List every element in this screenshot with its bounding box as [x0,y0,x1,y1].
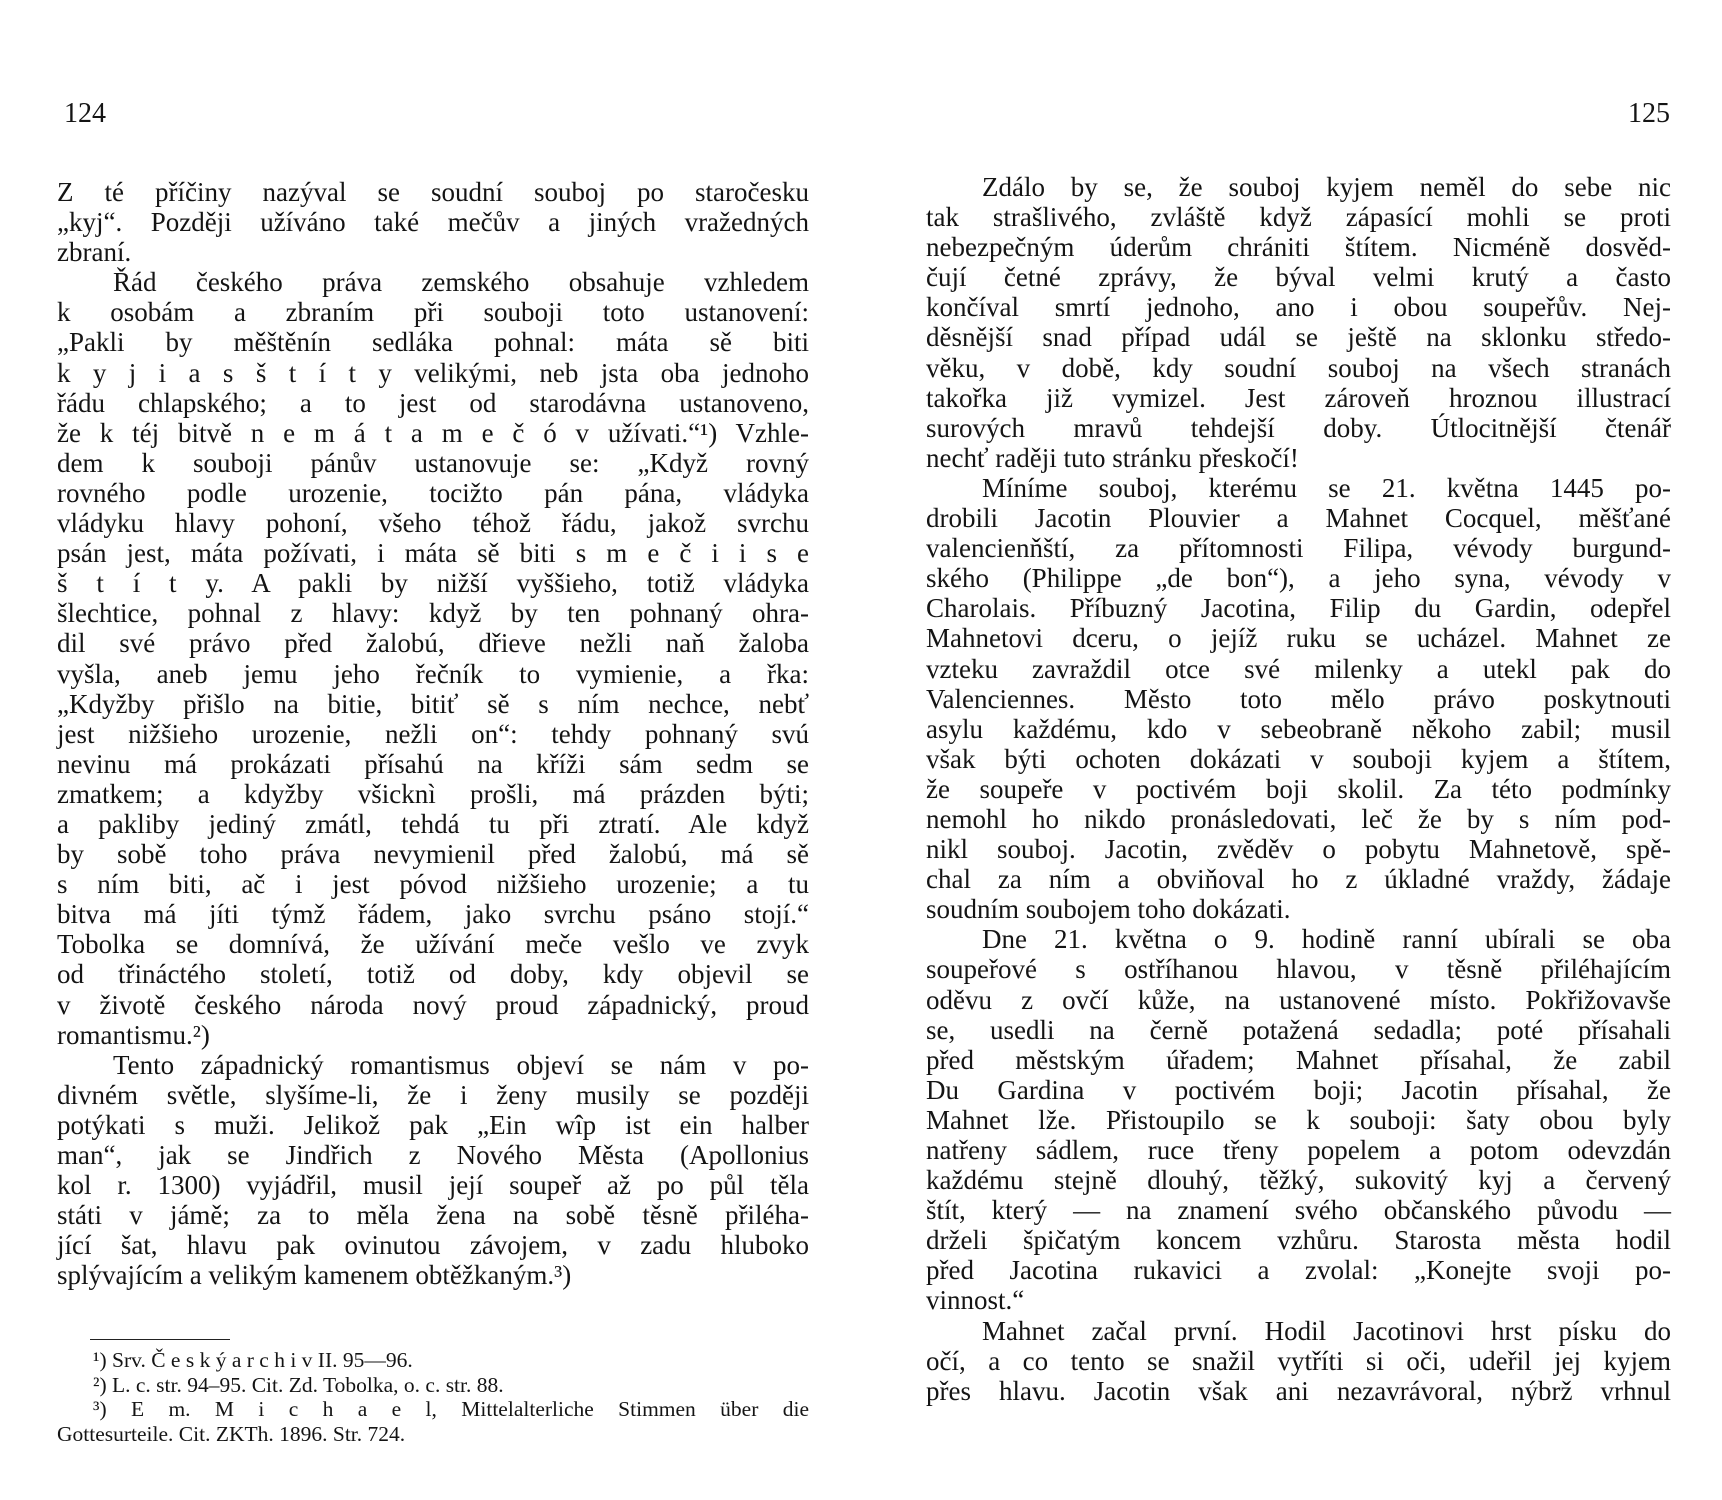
text-line: Tento západnický romantismus objeví se nám v po- [113,1049,809,1080]
text-line: vyšla, aneb jemu jeho řečník to vymienie, a řka: [57,658,809,689]
text-line: bitva má jíti týmž řádem, jako svrchu psáno stojí.“ [57,899,809,930]
footnote-rule [90,1339,230,1340]
text-line: v životě českého národa nový proud západnický, proud [57,989,809,1020]
text-line: před Jacotina rukavici a zvolal: „Konejte svoji po- [926,1255,1671,1286]
text-line: jící šat, hlavu pak ovinutou závojem, v zadu hluboko [57,1230,809,1261]
text-line: každému stejně dlouhý, těžký, sukovitý kyj a červený [926,1165,1671,1196]
text-line: „Kdyžby přišlo na bitie, bitiť sě s ním nechce, nebť [57,688,809,719]
text-line: šlechtice, pohnal z hlavy: když by ten pohnaný ohra- [57,598,809,629]
text-line: rovného podle urozenie, tocižto pán pána, vládyka [57,477,809,508]
page-number-right: 125 [1628,98,1670,129]
text-line: splývajícím a velikým kamenem obtěžkaným.³) [57,1260,572,1291]
text-line: tak strašlivého, zvláště když zápasící mohli se proti [926,202,1671,233]
text-line: takořka již vymizel. Jest zároveň hroznou illustrací [926,382,1671,413]
text-line: zbraní. [57,237,132,268]
text-line: dil své právo před žalobú, dřieve nežli naň žaloba [57,628,809,659]
footnote: Gottesurteile. Cit. ZKTh. 1896. Str. 724. [57,1421,406,1446]
text-line: natřeny sádlem, ruce třeny popelem a potom odevzdán [926,1135,1671,1165]
text-line: Zdálo by se, že souboj kyjem neměl do sebe nic [982,172,1671,202]
text-line: k y j i a s š t í t y velikými, neb jsta oba jednoho [57,357,809,388]
text-line: dem k souboji pánův ustanovuje se: „Když rovný [57,447,809,478]
text-line: „kyj“. Později užíváno také mečův a jiných vražedných [57,207,809,238]
text-line: valencienňští, za přítomnosti Filipa, vévody burgund- [926,533,1671,564]
footnotes [57,1348,809,1446]
text-line: však býti ochoten dokázati v souboji kyjem a štítem, [926,743,1671,774]
right-page-text [926,172,1671,1406]
text-line: končíval smrtí jednoho, ano i obou soupeřův. Nej- [926,292,1671,323]
text-line: Mahnetovi dceru, o jejíž ruku se ucházel. Mahnet ze [926,623,1671,654]
footnote: ²) L. c. str. 94–95. Cit. Zd. Tobolka, o. c. str. 88. [93,1372,504,1397]
text-line: Du Gardina v poctivém boji; Jacotin přísahal, že [926,1074,1671,1105]
text-line: drželi špičatým koncem vzhůru. Starosta města hodil [926,1225,1671,1256]
text-line: asylu každému, kdo v sebeobraně někoho zabil; musil [926,713,1671,744]
text-line: věku, v době, kdy soudní souboj na všech stranách [926,352,1671,383]
text-line: děsnější snad případ udál se ještě na sklonku středo- [926,322,1671,353]
text-line: Z té příčiny nazýval se soudní souboj po staročesku [57,177,809,207]
text-line: nebezpečným úderům chrániti štítem. Nicméně dosvěd- [926,232,1671,263]
text-line: ského (Philippe „de bon“), a jeho syna, vévody v [926,563,1671,594]
text-line: vládyku hlavy pohoní, všeho téhož řádu, jakož svrchu [57,508,809,539]
text-line: přes hlavu. Jacotin však ani nezavrávoral, nýbrž vrhnul [926,1375,1671,1406]
text-line: chal za ním a obviňoval ho z úkladné vraždy, žádaje [926,864,1671,895]
text-line: Charolais. Příbuzný Jacotina, Filip du Gardin, odepřel [926,593,1671,624]
text-line: oděvu z ovčí kůže, na ustanovené místo. Pokřižovavše [926,984,1671,1015]
text-line: od třináctého století, totiž od doby, kdy objevil se [57,959,809,990]
footnote: ¹) Srv. Č e s k ý a r c h i v II. 95—96. [93,1348,413,1372]
text-line: a pakliby jediný zmátl, tehdá tu při ztratí. Ale když [57,808,809,839]
page-number-left: 124 [64,98,106,129]
text-line: soudním soubojem toho dokázati. [926,894,1291,925]
text-line: že soupeře v poctivém boji skolil. Za této podmínky [926,773,1671,804]
text-line: š t í t y. A pakli by nižší vyššieho, totiž vládyka [57,568,809,599]
text-line: potýkati s muži. Jelikož pak „Ein wîp ist ein halber [57,1109,809,1140]
text-line: před městským úřadem; Mahnet přísahal, že zabil [926,1044,1671,1075]
text-line: divném světle, slyšíme-li, že i ženy musily se později [57,1079,809,1110]
text-line: Řád českého práva zemského obsahuje vzhledem [113,267,809,298]
text-line: soupeřové s ostříhanou hlavou, v těsně přiléhajícím [926,954,1671,985]
text-line: man“, jak se Jindřich z Nového Města (Apollonius [57,1140,809,1170]
text-line: nechť raději tuto stránku přeskočí! [926,442,1299,473]
text-line: by sobě toho práva nevymienil před žalobú, má sě [57,839,809,870]
text-line: nevinu má prokázati přísahú na kříži sám sedm se [57,748,809,779]
text-line: Valenciennes. Město toto mělo právo poskytnouti [926,683,1671,714]
text-line: Dne 21. května o 9. hodině ranní ubírali se oba [982,924,1671,955]
footnote: ³) E m. M i c h a e l, Mittelalterliche Stimmen über die [93,1397,809,1421]
text-line: jest nižšieho urozenie, nežli on“: tehdy pohnaný svú [57,718,809,749]
text-line: nikl souboj. Jacotin, zvěděv o pobytu Mahnetově, spě- [926,834,1671,865]
text-line: drobili Jacotin Plouvier a Mahnet Cocquel, měšťané [926,503,1671,534]
text-line: vzteku zavraždil otce své milenky a utekl pak do [926,653,1671,684]
text-line: zmatkem; a kdyžby všicknì prošli, má prázden býti; [57,778,809,809]
text-line: Tobolka se domnívá, že užívání meče vešlo ve zvyk [57,929,809,960]
text-line: nemohl ho nikdo pronásledovati, leč že by s ním pod- [926,803,1671,834]
text-line: k osobám a zbraním při souboji toto ustanovení: [57,297,809,328]
text-line: Míníme souboj, kterému se 21. května 1445 po- [982,472,1671,503]
text-line: se, usedli na černě potažená sedadla; poté přísahali [926,1014,1671,1045]
text-line: řádu chlapského; a to jest od starodávna ustanoveno, [57,387,809,418]
text-line: surových mravů tehdejší doby. Útlocitnější čtenář [926,412,1671,443]
text-line: štít, který — na znamení svého občanského původu — [926,1195,1671,1226]
text-line: „Pakli by měštěnín sedláka pohnal: máta sě biti [57,327,809,358]
text-line: Mahnet lže. Přistoupilo se k souboji: šaty obou byly [926,1104,1671,1135]
text-line: státi v jámě; za to měla žena na sobě těsně přiléha- [57,1200,809,1231]
text-line: psán jest, máta požívati, i máta sě biti s m e č i i s e [57,538,809,569]
text-line: očí, a co tento se snažil vytříti si oči, udeřil jej kyjem [926,1345,1671,1376]
text-line: kol r. 1300) vyjádřil, musil její soupeř až po půl těla [57,1170,809,1201]
text-line: romantismu.²) [57,1019,210,1050]
text-line: Mahnet začal první. Hodil Jacotinovi hrst písku do [982,1315,1671,1346]
left-page-text [57,177,809,1290]
text-line: vinnost.“ [926,1285,1025,1316]
right-page [861,0,1722,1500]
text-line: že k téj bitvě n e m á t a m e č ó v užívati.“¹) Vzhle- [57,417,809,448]
text-line: s ním biti, ač i jest póvod nižšieho urozenie; a tu [57,869,809,900]
text-line: čují četné zprávy, že býval velmi krutý a často [926,262,1671,293]
